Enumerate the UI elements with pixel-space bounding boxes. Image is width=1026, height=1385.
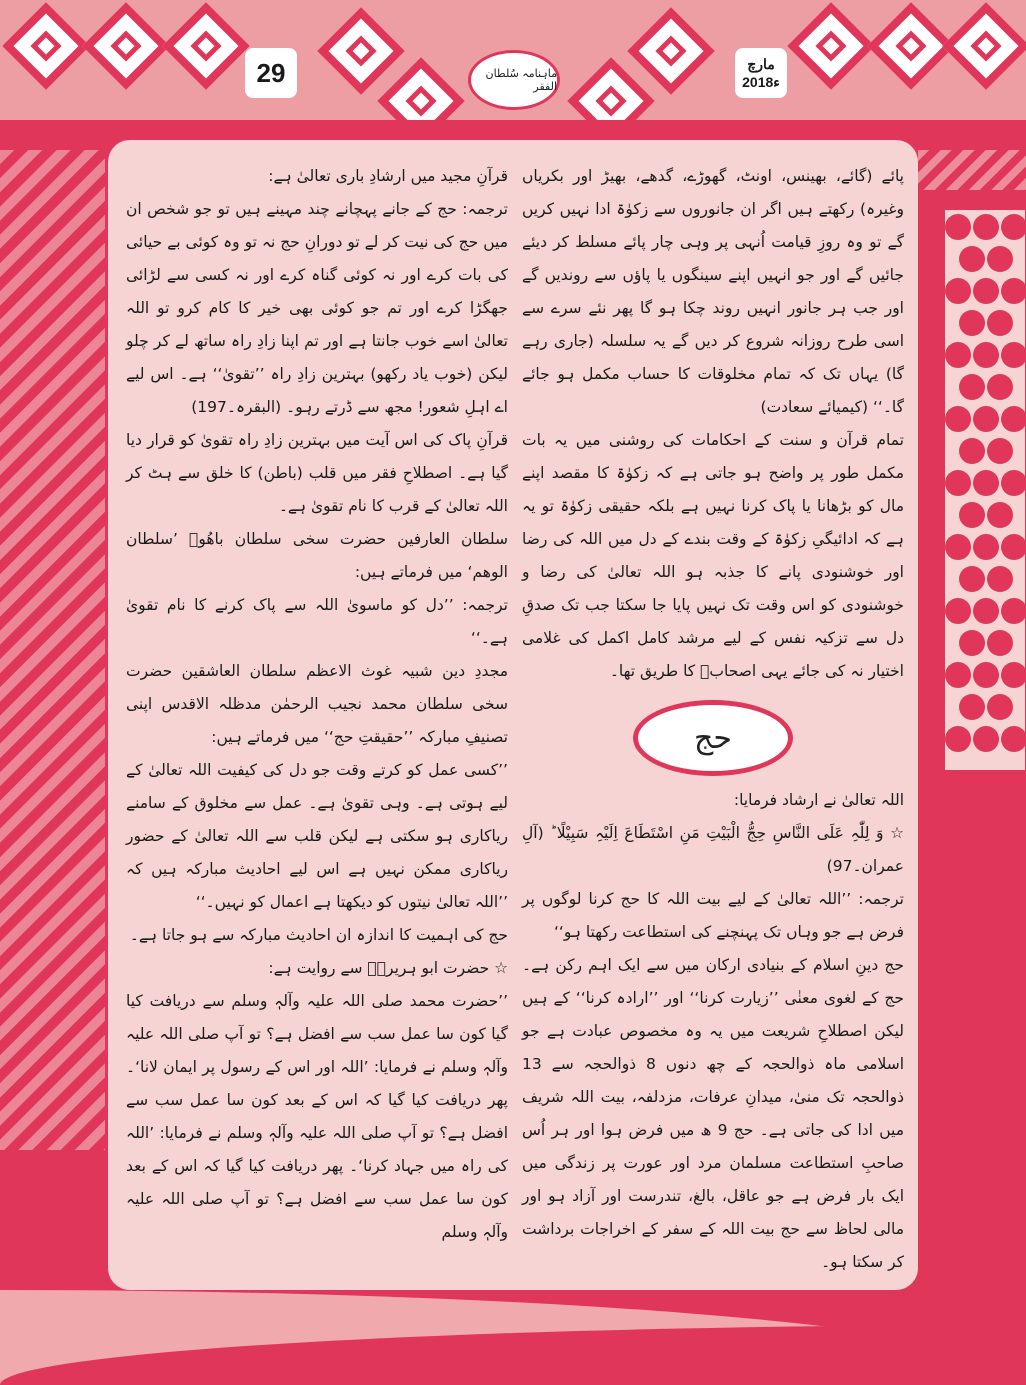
magazine-logo: ماہنامہ سُلطان الفقر [468,50,560,110]
quran-verse: ☆ وَ لِلّٰہِ عَلَی النَّاسِ حِجُّ الْبَیْتِ مَنِ اسْتَطَاعَ اِلَیْہِ سَبِیْلًا ؕ (آلِ عمران۔97) [522,824,904,875]
page-number: 29 [245,48,297,98]
decorative-dot [959,630,985,656]
decorative-dot [987,502,1013,528]
decorative-diamond [2,2,90,90]
decorative-dot [973,726,999,752]
decorative-dot [945,662,971,688]
decorative-dot [959,502,985,528]
decorative-dot [1001,470,1026,496]
decorative-dot [959,566,985,592]
decorative-dot [987,374,1013,400]
paragraph: ’’حضرت محمد صلی اللہ علیہ وآلہٖ وسلم سے دریافت کیا گیا کون سا عمل سب سے افضل ہے؟ تو آپ صلی اللہ علیہ وآلہٖ وسلم نے فرمایا: ’اللہ اور اس کے رسول پر ایمان لانا‘۔ پھر دریافت کیا گیا کہ اس کے بعد کون سا عمل سب سے افضل ہے؟ تو آپ صلی اللہ علیہ وآلہٖ وسلم نے فرمایا: ’اللہ کی راہ میں جہاد کرنا‘۔ پھر دریافت کیا گیا کہ اس کے بعد کون سا عمل سب سے افضل ہے؟ تو آپ صلی اللہ علیہ وآلہٖ وسلم [126,992,508,1241]
decorative-diamond [317,7,405,95]
decorative-diamond [627,7,715,95]
decorative-dot [1001,214,1026,240]
paragraph: ترجمہ: ’’اللہ تعالیٰ کے لیے بیت اللہ کا حج کرنا لوگوں پر فرض ہے جو وہاں تک پہنچنے کی استطاعت رکھتا ہو‘‘ [522,890,904,941]
paragraph: ترجمہ: ’’دل کو ماسویٰ اللہ سے پاک کرنے کا نام تقویٰ ہے۔‘‘ [126,596,508,647]
decorative-dot [973,470,999,496]
decorative-dot [1001,342,1026,368]
paragraph: ☆ حضرت ابو ہریرہؓ سے روایت ہے: [268,959,508,977]
decorative-dot [987,310,1013,336]
decorative-dot [973,342,999,368]
decorative-dot [973,214,999,240]
right-column [522,160,904,1279]
decorative-diamond [942,2,1026,90]
paragraph: ترجمہ: حج کے جانے پہچانے چند مہینے ہیں تو جو شخص ان میں حج کی نیت کر لے تو دورانِ حج نہ تو وہ کوئی بے حیائی کی بات کرے اور نہ کوئی گناہ کرے اور نہ کسی سے لڑائی جھگڑا کرے اور تم جو کوئی بھی خیر کا کام کرو تو اللہ تعالیٰ اسے خوب جانتا ہے اور تم اپنا زادِ راہ ساتھ لے کر چلو لیکن (خوب یاد رکھو) بہترین زادِ راہ ’’تقویٰ‘‘ ہے۔ اس لیے اے اہلِ شعور! مجھ سے ڈرتے رہو۔ (البقرہ۔197) [126,200,508,416]
decorative-diamond [82,2,170,90]
decorative-dot [1001,278,1026,304]
paragraph: ’’کسی عمل کو کرتے وقت جو دل کی کیفیت اللہ تعالیٰ کے لیے ہوتی ہے۔ وہی تقویٰ ہے۔ عمل سے مخلوق کے سامنے ریاکاری ہو سکتی ہے لیکن قلب سے اللہ تعالیٰ کے حضور ریاکاری ممکن نہیں ہے اس لیے احادیث مبارکہ ہیں کہ ’’اللہ تعالیٰ نیتوں کو دیکھتا ہے اعمال کو نہیں۔‘‘ [126,761,508,911]
decorative-dot [959,694,985,720]
decorative-dot [945,534,971,560]
issue-year: 2018ء [742,74,780,90]
decorative-dot [973,534,999,560]
decorative-dot [959,310,985,336]
decorative-dot [973,278,999,304]
decorative-dot [945,470,971,496]
decorative-dot [1001,534,1026,560]
decorative-dot [1001,726,1026,752]
decorative-diamond [377,57,465,122]
paragraph: سلطان العارفین حضرت سخی سلطان باھُوؒ ’سلطان الوھم‘ میں فرماتے ہیں: [126,530,508,581]
decorative-dot [987,630,1013,656]
paragraph: تمام قرآن و سنت کے احکامات کی روشنی میں یہ بات مکمل طور پر واضح ہو جاتی ہے کہ زکوٰۃ کا مقصد اپنے مال کو بڑھانا یا پاک کرنا نہیں ہے بلکہ حقیقی زکوٰۃ تو یہ ہے کہ ادائیگیِ زکوٰۃ کے وقت بندے کے دل میں اللہ کی رضا اور خوشنودی پانے کا جذبہ ہو اللہ تعالیٰ کی رضا و خوشنودی کو اس وقت تک نہیں پایا جا سکتا جب تک صدقِ دل سے تزکیہ نفس کے لیے مرشد کامل اکمل کی غلامی اختیار نہ کی جائے یہی اصحابؓ کا طریق تھا۔ [522,431,904,680]
decorative-dot [987,246,1013,272]
decorative-dot [1001,598,1026,624]
decorative-dot [945,278,971,304]
section-heading-hajj: حج [633,700,793,776]
decorative-diamond [162,2,250,90]
decorative-dot [945,598,971,624]
decorative-dot [945,214,971,240]
paragraph: مجددِ دین شبیہ غوث الاعظم سلطان العاشقین حضرت سخی سلطان محمد نجیب الرحمٰن مدظلہ الاقدس اپنی تصنیفِ مبارکہ ’’حقیقتِ حج‘‘ میں فرماتے ہیں: [126,662,508,746]
page-header [0,0,1026,122]
left-column [126,160,508,1249]
paragraph: اللہ تعالیٰ نے ارشاد فرمایا: [733,791,904,809]
decorative-dot [959,374,985,400]
issue-month: مارچ [747,56,775,72]
decorative-dot [959,246,985,272]
left-decorative-border [0,150,105,1150]
right-dot-pattern [945,210,1025,770]
decorative-dot [987,566,1013,592]
paragraph: حج دینِ اسلام کے بنیادی ارکان میں سے ایک اہم رکن ہے۔ حج کے لغوی معنٰی ’’زیارت کرنا‘‘ اور ’’ارادہ کرنا‘‘ کے ہیں لیکن اصطلاحِ شریعت میں یہ وہ مخصوص عبادت ہے جو اسلامی ماہ ذوالحجہ کے چھ دنوں 8 ذوالحجہ سے 13 ذوالحجہ تک منیٰ، میدانِ عرفات، مزدلفہ، بیت اللہ شریف میں ادا کی جاتی ہے۔ حج 9 ھ میں فرض ہوا اور ہر اُس صاحبِ استطاعت مسلمان مرد اور عورت پر زندگی میں ایک بار فرض ہے جو عاقل، بالغ، تندرست اور آزاد ہو اور مالی لحاظ سے حج بیت اللہ کے سفر کے اخراجات برداشت کر سکتا ہو۔ [522,956,904,1271]
decorative-dot [987,694,1013,720]
decorative-dot [945,726,971,752]
decorative-dot [1001,406,1026,432]
decorative-dot [959,438,985,464]
decorative-dot [945,406,971,432]
decorative-dot [1001,662,1026,688]
decorative-dot [945,342,971,368]
paragraph: قرآنِ مجید میں ارشادِ باری تعالیٰ ہے: [268,167,508,185]
decorative-dot [973,662,999,688]
paragraph: قرآنِ پاک کی اس آیت میں بہترین زادِ راہ تقویٰ کو قرار دیا گیا ہے۔ اصطلاحِ فقر میں قلب (باطن) کا خلق سے ہٹ کر اللہ تعالیٰ کے قرب کا نام تقویٰ ہے۔ [126,431,508,515]
paragraph: پائے (گائے، بھینس، اونٹ، گھوڑے، گدھے، بھیڑ اور بکریاں وغیرہ) رکھتے ہیں اگر ان جانوروں سے زکوٰۃ ادا نہیں کریں گے تو وہ روزِ قیامت اُنہی پر وہی چار پائے مسلط کر دیئے جائیں گے اور جو انہیں اپنے سینگوں یا پاؤں سے روندیں گے اور جب ہر جانور انہیں روند چکا ہو گا پھر نئے سرے سے اسی طرح روزانہ شروع کر دیں گے یہ سلسلہ (جاری رہے گا) یہاں تک کہ تمام مخلوقات کا حساب مکمل ہو جائے گا۔‘‘ (کیمیائے سعادت) [522,167,904,416]
right-zigzag-border [918,150,1026,190]
decorative-diamond [787,2,875,90]
paragraph: حج کی اہمیت کا اندازہ ان احادیث مبارکہ سے ہو جاتا ہے۔ [129,926,508,944]
decorative-diamond [567,57,655,122]
decorative-dot [973,406,999,432]
decorative-dot [987,438,1013,464]
issue-date [735,48,787,98]
decorative-dot [973,598,999,624]
